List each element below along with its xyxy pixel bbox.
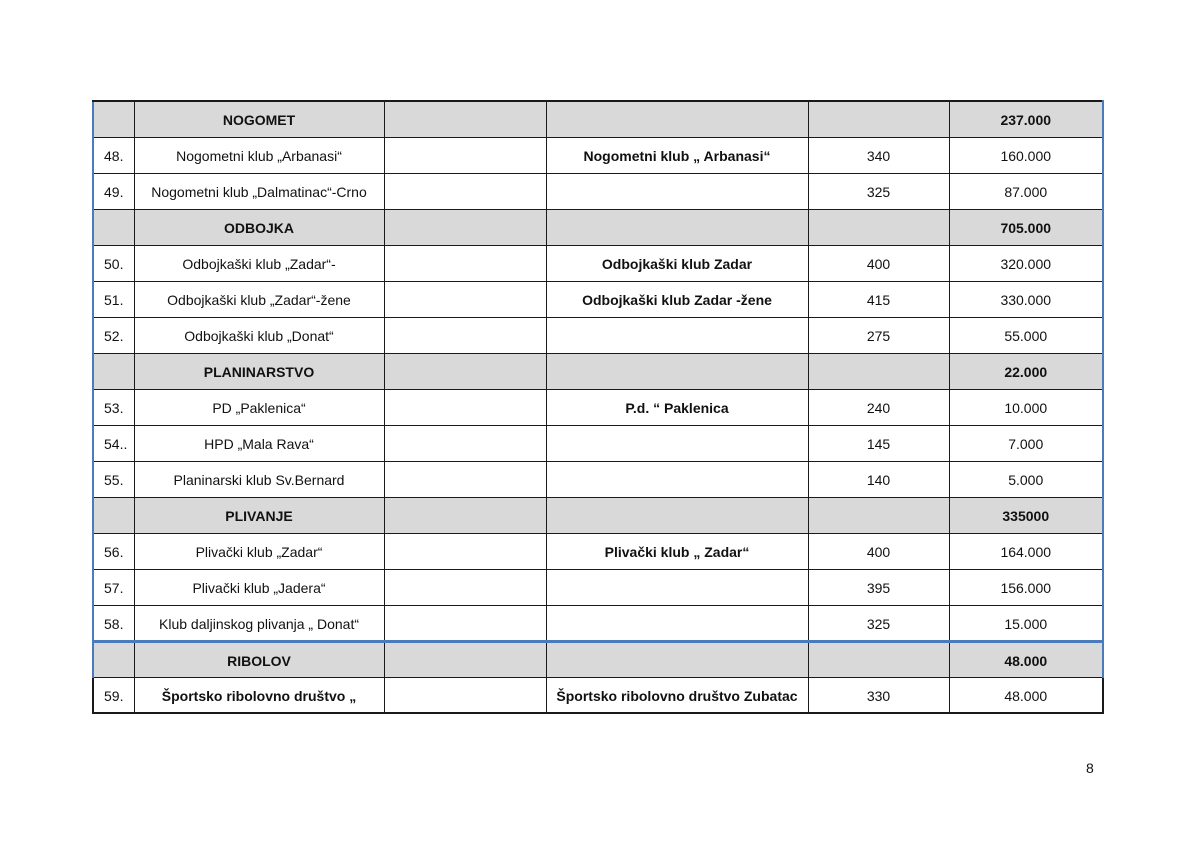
- section-number-cell: [93, 209, 134, 245]
- amount: 330.000: [949, 281, 1103, 317]
- row-number: 54..: [93, 425, 134, 461]
- amount: 320.000: [949, 245, 1103, 281]
- points: 145: [808, 425, 949, 461]
- amount: 160.000: [949, 137, 1103, 173]
- table-row: [93, 137, 1103, 173]
- program-name: [546, 605, 808, 641]
- empty-cell: [546, 497, 808, 533]
- points: 395: [808, 569, 949, 605]
- section-total: 335000: [949, 497, 1103, 533]
- row-number: 58.: [93, 605, 134, 641]
- empty-cell: [808, 641, 949, 677]
- empty-cell: [808, 497, 949, 533]
- club-name: Nogometni klub „Arbanasi“: [134, 137, 384, 173]
- funding-table: [92, 100, 1104, 714]
- row-number: 53.: [93, 389, 134, 425]
- points: 330: [808, 677, 949, 713]
- section-header-row: [93, 101, 1103, 137]
- points: 400: [808, 533, 949, 569]
- table-row: [93, 677, 1103, 713]
- section-total: 22.000: [949, 353, 1103, 389]
- points: 325: [808, 173, 949, 209]
- section-number-cell: [93, 353, 134, 389]
- club-name: Plivački klub „Jadera“: [134, 569, 384, 605]
- amount: 87.000: [949, 173, 1103, 209]
- program-name: [546, 317, 808, 353]
- program-name: Odbojkaški klub Zadar: [546, 245, 808, 281]
- amount: 15.000: [949, 605, 1103, 641]
- row-number: 48.: [93, 137, 134, 173]
- empty-cell: [384, 209, 546, 245]
- program-name: [546, 569, 808, 605]
- empty-cell: [384, 137, 546, 173]
- table-row: [93, 245, 1103, 281]
- program-name: Nogometni klub „ Arbanasi“: [546, 137, 808, 173]
- empty-cell: [384, 677, 546, 713]
- empty-cell: [384, 461, 546, 497]
- club-name: Odbojkaški klub „Donat“: [134, 317, 384, 353]
- table-row: [93, 569, 1103, 605]
- section-number-cell: [93, 101, 134, 137]
- section-header-row: [93, 209, 1103, 245]
- table-row: [93, 389, 1103, 425]
- program-name: [546, 425, 808, 461]
- section-number-cell: [93, 497, 134, 533]
- section-title: PLANINARSTVO: [134, 353, 384, 389]
- points: 275: [808, 317, 949, 353]
- section-title: RIBOLOV: [134, 641, 384, 677]
- points: 325: [808, 605, 949, 641]
- empty-cell: [384, 389, 546, 425]
- club-name: Odbojkaški klub „Zadar“-: [134, 245, 384, 281]
- section-header-row: [93, 497, 1103, 533]
- club-name: Odbojkaški klub „Zadar“-žene: [134, 281, 384, 317]
- program-name: P.d. “ Paklenica: [546, 389, 808, 425]
- club-name: HPD „Mala Rava“: [134, 425, 384, 461]
- program-name: Športsko ribolovno društvo Zubatac: [546, 677, 808, 713]
- program-name: [546, 461, 808, 497]
- club-name: Planinarski klub Sv.Bernard: [134, 461, 384, 497]
- page-number: 8: [1086, 760, 1094, 776]
- empty-cell: [384, 281, 546, 317]
- section-title: NOGOMET: [134, 101, 384, 137]
- empty-cell: [384, 569, 546, 605]
- empty-cell: [384, 641, 546, 677]
- row-number: 55.: [93, 461, 134, 497]
- empty-cell: [384, 605, 546, 641]
- amount: 48.000: [949, 677, 1103, 713]
- club-name: Plivački klub „Zadar“: [134, 533, 384, 569]
- table-row: [93, 533, 1103, 569]
- row-number: 52.: [93, 317, 134, 353]
- section-title: PLIVANJE: [134, 497, 384, 533]
- program-name: Plivački klub „ Zadar“: [546, 533, 808, 569]
- section-header-row: [93, 353, 1103, 389]
- amount: 5.000: [949, 461, 1103, 497]
- empty-cell: [546, 641, 808, 677]
- amount: 10.000: [949, 389, 1103, 425]
- table-row: [93, 605, 1103, 641]
- empty-cell: [384, 425, 546, 461]
- empty-cell: [384, 245, 546, 281]
- points: 240: [808, 389, 949, 425]
- amount: 7.000: [949, 425, 1103, 461]
- table-row: [93, 281, 1103, 317]
- club-name: Športsko ribolovno društvo „: [134, 677, 384, 713]
- points: 415: [808, 281, 949, 317]
- table-row: [93, 317, 1103, 353]
- empty-cell: [808, 209, 949, 245]
- row-number: 50.: [93, 245, 134, 281]
- empty-cell: [384, 317, 546, 353]
- section-title: ODBOJKA: [134, 209, 384, 245]
- program-name: Odbojkaški klub Zadar -žene: [546, 281, 808, 317]
- row-number: 57.: [93, 569, 134, 605]
- program-name: [546, 173, 808, 209]
- row-number: 51.: [93, 281, 134, 317]
- section-total: 237.000: [949, 101, 1103, 137]
- row-number: 56.: [93, 533, 134, 569]
- empty-cell: [808, 101, 949, 137]
- table-row: [93, 425, 1103, 461]
- points: 140: [808, 461, 949, 497]
- points: 340: [808, 137, 949, 173]
- empty-cell: [546, 209, 808, 245]
- row-number: 59.: [93, 677, 134, 713]
- empty-cell: [384, 101, 546, 137]
- empty-cell: [546, 353, 808, 389]
- club-name: Nogometni klub „Dalmatinac“-Crno: [134, 173, 384, 209]
- empty-cell: [384, 353, 546, 389]
- amount: 164.000: [949, 533, 1103, 569]
- empty-cell: [384, 533, 546, 569]
- section-total: 48.000: [949, 641, 1103, 677]
- club-name: PD „Paklenica“: [134, 389, 384, 425]
- section-header-row: [93, 641, 1103, 677]
- row-number: 49.: [93, 173, 134, 209]
- table-row: [93, 173, 1103, 209]
- section-number-cell: [93, 641, 134, 677]
- empty-cell: [384, 497, 546, 533]
- amount: 156.000: [949, 569, 1103, 605]
- empty-cell: [546, 101, 808, 137]
- club-name: Klub daljinskog plivanja „ Donat“: [134, 605, 384, 641]
- section-total: 705.000: [949, 209, 1103, 245]
- points: 400: [808, 245, 949, 281]
- empty-cell: [384, 173, 546, 209]
- table-row: [93, 461, 1103, 497]
- amount: 55.000: [949, 317, 1103, 353]
- empty-cell: [808, 353, 949, 389]
